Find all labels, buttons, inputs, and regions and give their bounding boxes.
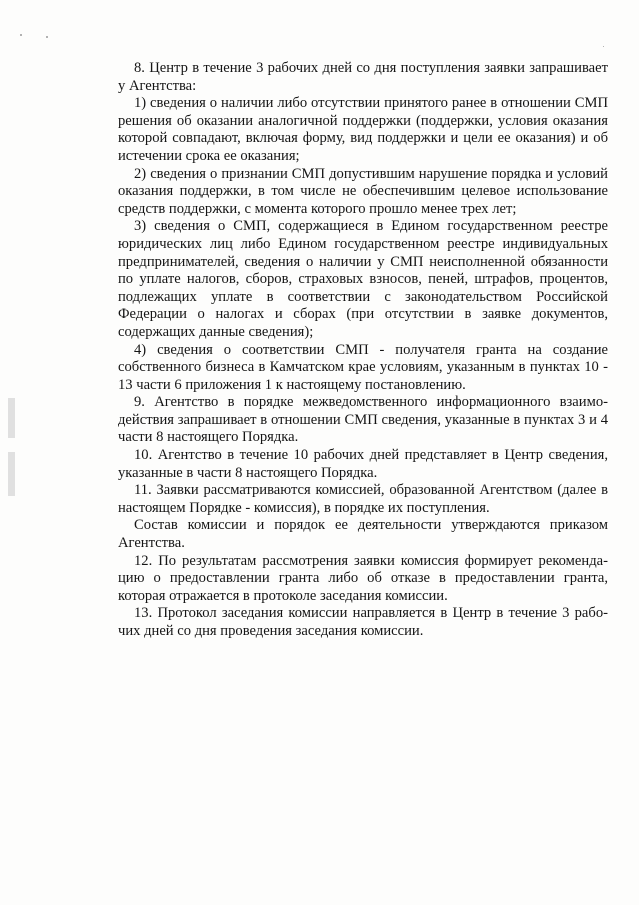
paragraph-8-item-4: 4) сведения о соответствии СМП - получателя гранта на создание собственного бизнеса в Камчатском крае условиям, указанным в пунктах 10 - 13 части 6 приложения 1 к настоящему постановлению. bbox=[118, 341, 608, 393]
scan-speck bbox=[46, 36, 48, 38]
paragraph-10: 10. Агентство в течение 10 рабочих дней представляет в Центр сведения, указанные в части 8 настоящего Порядка. bbox=[118, 447, 608, 481]
paragraph-8-item-3: 3) сведения о СМП, содержащиеся в Едином государственном реестре юридических лиц либо Едином государственном реестре индивидуальных предпринимателей, сведения о наличии у СМП неисполненной обязанности по уплате налогов, сборов, страховых взносов, пеней, штрафов, процентов, подлежащих уплате в соответствии с законодательством Российской Федерации о налогах и сборах (при отсутствии в заявке документов, содержащих данные сведения); bbox=[118, 218, 608, 340]
scan-speck bbox=[20, 34, 22, 36]
paragraph-11: 11. Заявки рассматриваются комиссией, образованной Агентством (далее в настоящем Порядке - комиссия), в порядке их поступления. bbox=[118, 482, 608, 516]
scan-margin-mark bbox=[8, 452, 15, 496]
paragraph-8-item-2: 2) сведения о признании СМП допустившим нарушение порядка и условий оказания поддержки, в том числе не обеспечившим целевое использование средств поддержки, с момента которого прошло менее трех лет; bbox=[118, 165, 608, 217]
paragraph-9: 9. Агентство в порядке межведомственного информационного взаимодействия запрашивает в отношении СМП сведения, указанные в пунктах 3 и 4 части 8 настоящего Порядка. bbox=[118, 394, 608, 446]
paragraph-13: 13. Протокол заседания комиссии направляется в Центр в течение 3 рабочих дней со дня проведения заседания комиссии. bbox=[118, 605, 608, 639]
scan-margin-mark bbox=[8, 398, 15, 438]
paragraph-8: 8. Центр в течение 3 рабочих дней со дня поступления заявки запрашивает у Агентства: bbox=[118, 60, 608, 94]
document-body bbox=[118, 60, 608, 641]
scan-speck bbox=[603, 46, 604, 47]
paragraph-11-commission: Состав комиссии и порядок ее деятельности утверждаются приказом Агентства. bbox=[118, 517, 608, 552]
paragraph-12: 12. По результатам рассмотрения заявки комиссия формирует рекомендацию о предоставлении гранта либо об отказе в предоставлении гранта, которая отражается в протоколе заседания комиссии. bbox=[118, 552, 608, 604]
paragraph-8-item-1: 1) сведения о наличии либо отсутствии принятого ранее в отношении СМП решения об оказании аналогичной поддержки (поддержки, условия оказания которой совпадают, включая форму, вид поддержки и цели ее оказания) и об истечении срока ее оказания; bbox=[118, 95, 608, 164]
